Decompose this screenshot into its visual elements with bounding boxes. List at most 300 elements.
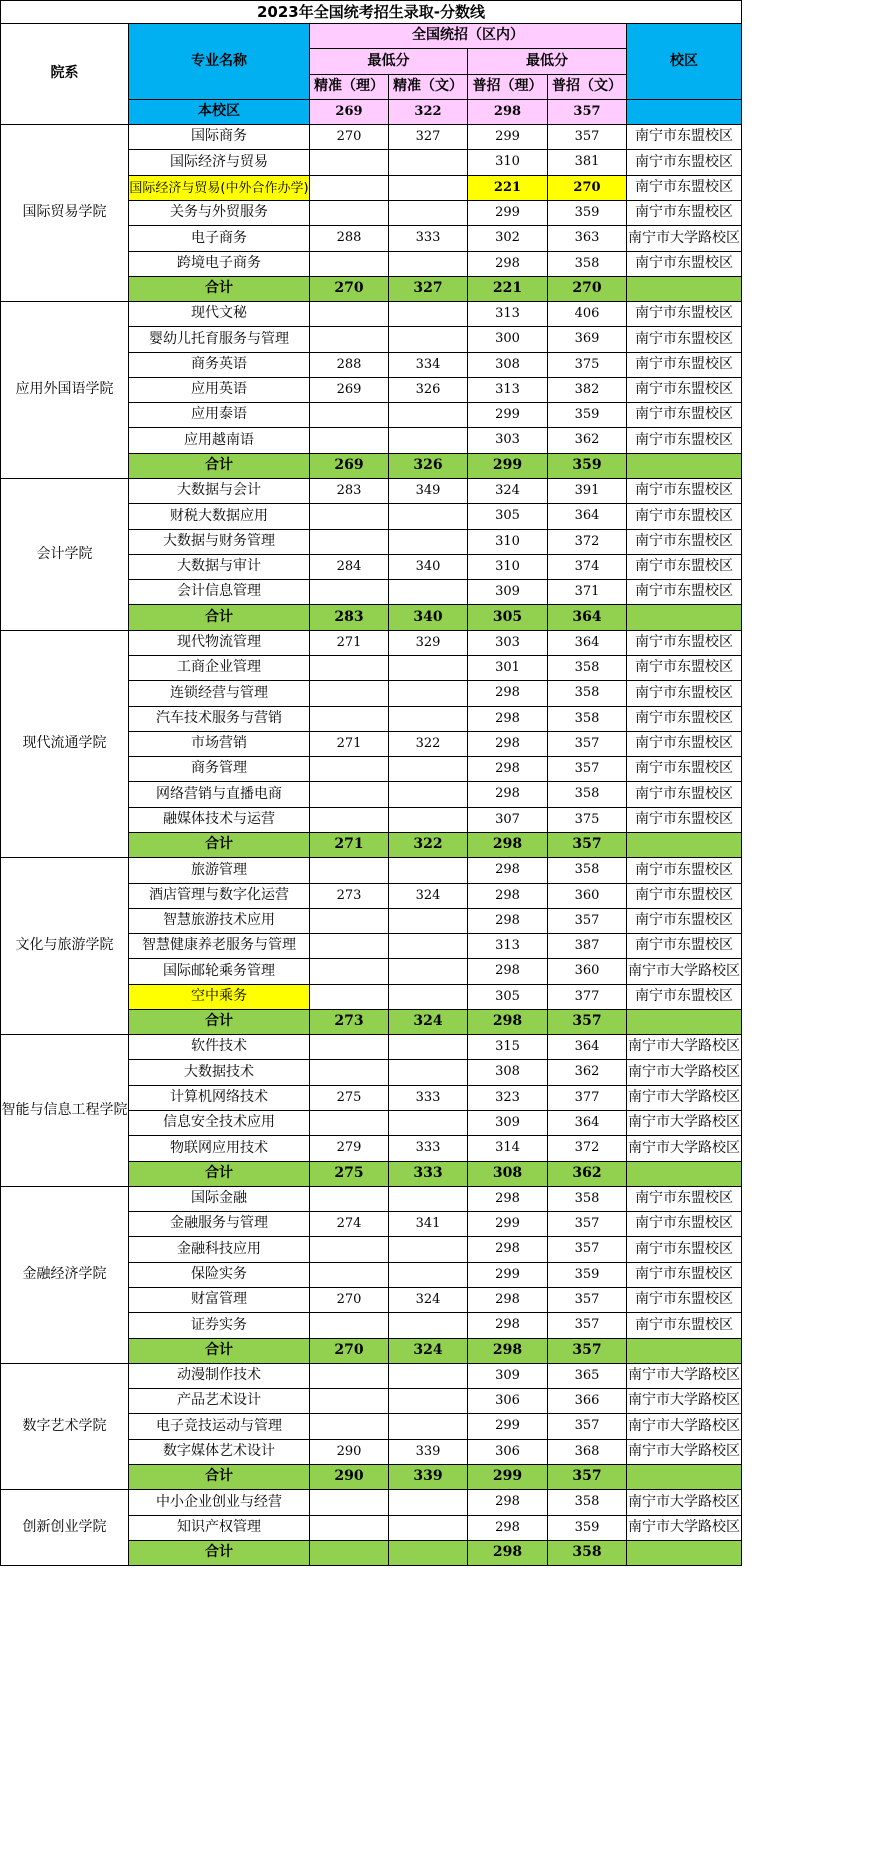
major-name: 空中乘务 <box>129 985 310 1010</box>
score-cell: 298 <box>468 681 548 707</box>
major-name: 国际邮轮乘务管理 <box>129 959 310 985</box>
score-cell: 341 <box>389 1212 468 1237</box>
major-name: 商务英语 <box>129 353 310 378</box>
score-cell: 333 <box>389 1136 468 1162</box>
major-name: 智慧健康养老服务与管理 <box>129 934 310 959</box>
major-name: 酒店管理与数字化运营 <box>129 884 310 909</box>
score-cell: 298 <box>468 732 548 757</box>
major-name: 数字媒体艺术设计 <box>129 1440 310 1465</box>
sum-value: 283 <box>310 605 389 631</box>
campus-cell: 南宁市东盟校区 <box>627 125 742 150</box>
score-cell: 374 <box>548 555 627 580</box>
score-cell <box>310 530 389 555</box>
score-cell: 298 <box>468 252 548 277</box>
major-name: 保险实务 <box>129 1263 310 1288</box>
score-cell: 313 <box>468 934 548 959</box>
sum-label: 合计 <box>129 1162 310 1187</box>
score-cell: 298 <box>468 707 548 732</box>
score-cell: 329 <box>389 631 468 656</box>
table-title: 2023年全国统考招生录取-分数线 <box>0 0 742 24</box>
score-cell: 366 <box>548 1389 627 1414</box>
score-cell: 357 <box>548 1237 627 1263</box>
score-cell: 290 <box>310 1440 389 1465</box>
campus-cell: 南宁市东盟校区 <box>627 504 742 530</box>
score-cell: 357 <box>548 1212 627 1237</box>
sum-value: 299 <box>468 454 548 479</box>
score-cell: 310 <box>468 150 548 176</box>
major-name: 国际经济与贸易 <box>129 150 310 176</box>
score-cell: 303 <box>468 631 548 656</box>
score-cell <box>310 1313 389 1339</box>
score-cell: 357 <box>548 1288 627 1313</box>
score-cell: 313 <box>468 378 548 403</box>
school-line-campus <box>627 100 742 125</box>
score-cell: 269 <box>310 378 389 403</box>
score-cell <box>389 1414 468 1440</box>
score-cell: 375 <box>548 808 627 833</box>
department-name: 现代流通学院 <box>0 631 129 858</box>
score-cell: 358 <box>548 1490 627 1516</box>
sum-label: 合计 <box>129 605 310 631</box>
major-name: 跨境电子商务 <box>129 252 310 277</box>
sum-value: 298 <box>468 1339 548 1364</box>
score-cell: 298 <box>468 757 548 782</box>
score-cell <box>310 201 389 226</box>
score-cell <box>310 580 389 605</box>
header-nationwide: 全国统招（区内） <box>310 24 627 49</box>
major-name: 金融科技应用 <box>129 1237 310 1263</box>
score-cell: 358 <box>548 782 627 808</box>
campus-cell: 南宁市大学路校区 <box>627 1364 742 1389</box>
sum-campus <box>627 1162 742 1187</box>
sum-value: 275 <box>310 1162 389 1187</box>
campus-cell: 南宁市东盟校区 <box>627 176 742 201</box>
campus-cell: 南宁市东盟校区 <box>627 1263 742 1288</box>
score-cell: 309 <box>468 580 548 605</box>
campus-cell: 南宁市东盟校区 <box>627 479 742 504</box>
score-cell <box>389 150 468 176</box>
score-cell: 363 <box>548 226 627 252</box>
sum-value: 364 <box>548 605 627 631</box>
sum-campus <box>627 1465 742 1490</box>
score-cell <box>310 1389 389 1414</box>
sum-value: 270 <box>310 277 389 302</box>
sum-value: 290 <box>310 1465 389 1490</box>
campus-cell: 南宁市东盟校区 <box>627 252 742 277</box>
score-cell <box>389 959 468 985</box>
major-name: 物联网应用技术 <box>129 1136 310 1162</box>
campus-cell: 南宁市东盟校区 <box>627 631 742 656</box>
sum-value: 357 <box>548 1010 627 1035</box>
score-cell: 357 <box>548 757 627 782</box>
score-cell: 326 <box>389 378 468 403</box>
score-cell: 305 <box>468 985 548 1010</box>
major-name: 商务管理 <box>129 757 310 782</box>
score-cell: 324 <box>468 479 548 504</box>
header-col-3: 普招（理） <box>468 75 548 100</box>
major-name: 工商企业管理 <box>129 656 310 681</box>
score-cell: 299 <box>468 125 548 150</box>
score-cell: 377 <box>548 1086 627 1111</box>
header-col-1: 精准（理） <box>310 75 389 100</box>
major-name: 市场营销 <box>129 732 310 757</box>
score-cell <box>310 1516 389 1541</box>
score-cell: 288 <box>310 353 389 378</box>
score-cell <box>389 808 468 833</box>
sum-campus <box>627 1541 742 1566</box>
sum-value: 270 <box>310 1339 389 1364</box>
score-cell: 324 <box>389 1288 468 1313</box>
header-dept: 院系 <box>0 24 129 125</box>
score-cell <box>389 909 468 934</box>
campus-cell: 南宁市东盟校区 <box>627 808 742 833</box>
major-name: 应用英语 <box>129 378 310 403</box>
score-cell: 288 <box>310 226 389 252</box>
score-cell: 333 <box>389 226 468 252</box>
major-name: 动漫制作技术 <box>129 1364 310 1389</box>
sum-value: 269 <box>310 454 389 479</box>
score-cell <box>310 681 389 707</box>
score-cell <box>389 757 468 782</box>
score-cell: 303 <box>468 428 548 454</box>
campus-cell: 南宁市东盟校区 <box>627 858 742 884</box>
campus-cell: 南宁市东盟校区 <box>627 782 742 808</box>
score-cell: 298 <box>468 1237 548 1263</box>
score-cell: 323 <box>468 1086 548 1111</box>
score-cell: 360 <box>548 884 627 909</box>
campus-cell: 南宁市东盟校区 <box>627 302 742 327</box>
campus-cell: 南宁市东盟校区 <box>627 378 742 403</box>
sum-value: 326 <box>389 454 468 479</box>
score-cell <box>310 504 389 530</box>
score-cell: 279 <box>310 1136 389 1162</box>
major-name: 现代物流管理 <box>129 631 310 656</box>
campus-cell: 南宁市东盟校区 <box>627 1313 742 1339</box>
major-name: 应用泰语 <box>129 403 310 428</box>
score-cell: 298 <box>468 858 548 884</box>
major-name: 大数据技术 <box>129 1060 310 1086</box>
score-cell: 271 <box>310 631 389 656</box>
score-cell: 314 <box>468 1136 548 1162</box>
score-cell <box>389 1364 468 1389</box>
sum-value: 305 <box>468 605 548 631</box>
score-cell: 298 <box>468 909 548 934</box>
score-cell: 302 <box>468 226 548 252</box>
score-cell: 299 <box>468 1263 548 1288</box>
major-name: 网络营销与直播电商 <box>129 782 310 808</box>
score-cell: 299 <box>468 403 548 428</box>
major-name: 软件技术 <box>129 1035 310 1060</box>
campus-cell: 南宁市东盟校区 <box>627 353 742 378</box>
score-cell: 362 <box>548 428 627 454</box>
score-cell: 357 <box>548 1313 627 1339</box>
score-cell <box>389 530 468 555</box>
sum-value: 333 <box>389 1162 468 1187</box>
score-cell <box>310 176 389 201</box>
major-name: 证券实务 <box>129 1313 310 1339</box>
score-cell: 334 <box>389 353 468 378</box>
score-cell: 368 <box>548 1440 627 1465</box>
score-cell <box>310 150 389 176</box>
campus-cell: 南宁市东盟校区 <box>627 934 742 959</box>
sum-value: 271 <box>310 833 389 858</box>
campus-cell: 南宁市大学路校区 <box>627 1086 742 1111</box>
sum-label: 合计 <box>129 1010 310 1035</box>
score-cell: 357 <box>548 909 627 934</box>
major-name: 汽车技术服务与营销 <box>129 707 310 732</box>
major-name: 财富管理 <box>129 1288 310 1313</box>
score-cell <box>310 1035 389 1060</box>
header-major: 专业名称 <box>129 24 310 100</box>
score-cell <box>310 934 389 959</box>
score-cell: 372 <box>548 530 627 555</box>
campus-cell: 南宁市东盟校区 <box>627 555 742 580</box>
score-cell: 271 <box>310 732 389 757</box>
sum-campus <box>627 605 742 631</box>
score-cell: 364 <box>548 631 627 656</box>
score-cell <box>310 1263 389 1288</box>
score-cell: 364 <box>548 504 627 530</box>
campus-cell: 南宁市大学路校区 <box>627 1414 742 1440</box>
score-cell: 322 <box>389 732 468 757</box>
header-col-4: 普招（文） <box>548 75 627 100</box>
score-cell: 298 <box>468 1516 548 1541</box>
campus-cell: 南宁市东盟校区 <box>627 732 742 757</box>
campus-cell: 南宁市东盟校区 <box>627 1288 742 1313</box>
campus-cell: 南宁市大学路校区 <box>627 1490 742 1516</box>
score-cell: 360 <box>548 959 627 985</box>
score-cell <box>389 252 468 277</box>
score-cell: 300 <box>468 327 548 353</box>
sum-value: 221 <box>468 277 548 302</box>
score-cell <box>389 403 468 428</box>
campus-cell: 南宁市大学路校区 <box>627 959 742 985</box>
score-cell <box>389 1263 468 1288</box>
score-cell <box>310 985 389 1010</box>
score-cell: 313 <box>468 302 548 327</box>
score-cell: 349 <box>389 479 468 504</box>
score-cell <box>389 858 468 884</box>
campus-cell: 南宁市大学路校区 <box>627 1136 742 1162</box>
campus-cell: 南宁市大学路校区 <box>627 1060 742 1086</box>
major-name: 婴幼儿托育服务与管理 <box>129 327 310 353</box>
score-cell: 364 <box>548 1035 627 1060</box>
sum-value: 299 <box>468 1465 548 1490</box>
campus-cell: 南宁市东盟校区 <box>627 403 742 428</box>
major-name: 现代文秘 <box>129 302 310 327</box>
score-cell <box>389 1313 468 1339</box>
department-name: 智能与信息工程学院 <box>0 1035 129 1187</box>
score-cell <box>389 580 468 605</box>
score-cell: 284 <box>310 555 389 580</box>
major-name: 产品艺术设计 <box>129 1389 310 1414</box>
score-cell: 357 <box>548 1414 627 1440</box>
score-cell: 299 <box>468 1212 548 1237</box>
campus-cell: 南宁市东盟校区 <box>627 327 742 353</box>
header-campus: 校区 <box>627 24 742 100</box>
score-cell: 377 <box>548 985 627 1010</box>
campus-cell: 南宁市东盟校区 <box>627 757 742 782</box>
campus-cell: 南宁市东盟校区 <box>627 985 742 1010</box>
major-name: 大数据与财务管理 <box>129 530 310 555</box>
score-cell <box>310 1490 389 1516</box>
score-cell <box>389 681 468 707</box>
score-cell <box>389 656 468 681</box>
sum-value: 324 <box>389 1339 468 1364</box>
score-cell: 298 <box>468 959 548 985</box>
sum-value: 308 <box>468 1162 548 1187</box>
score-cell: 358 <box>548 707 627 732</box>
major-name: 知识产权管理 <box>129 1516 310 1541</box>
score-cell: 359 <box>548 1263 627 1288</box>
score-cell: 358 <box>548 656 627 681</box>
score-cell: 369 <box>548 327 627 353</box>
score-cell <box>310 757 389 782</box>
score-cell <box>389 1111 468 1136</box>
major-name: 中小企业创业与经营 <box>129 1490 310 1516</box>
campus-cell: 南宁市东盟校区 <box>627 1212 742 1237</box>
campus-cell: 南宁市大学路校区 <box>627 226 742 252</box>
department-name: 数字艺术学院 <box>0 1364 129 1490</box>
score-cell <box>389 1237 468 1263</box>
score-cell: 305 <box>468 504 548 530</box>
score-cell: 273 <box>310 884 389 909</box>
department-name: 文化与旅游学院 <box>0 858 129 1035</box>
score-cell <box>310 252 389 277</box>
score-cell <box>389 1187 468 1212</box>
major-name: 智慧旅游技术应用 <box>129 909 310 934</box>
score-cell <box>310 656 389 681</box>
score-cell <box>310 428 389 454</box>
header-min-score-2: 最低分 <box>468 49 627 75</box>
campus-cell: 南宁市东盟校区 <box>627 1237 742 1263</box>
sum-value: 327 <box>389 277 468 302</box>
department-name: 金融经济学院 <box>0 1187 129 1364</box>
score-cell <box>310 1237 389 1263</box>
score-cell <box>310 808 389 833</box>
school-line-value: 298 <box>468 100 548 125</box>
campus-cell: 南宁市大学路校区 <box>627 1440 742 1465</box>
score-cell <box>389 985 468 1010</box>
score-cell: 298 <box>468 884 548 909</box>
campus-cell: 南宁市大学路校区 <box>627 1111 742 1136</box>
department-name: 会计学院 <box>0 479 129 631</box>
sum-label: 合计 <box>129 833 310 858</box>
major-name: 关务与外贸服务 <box>129 201 310 226</box>
score-cell: 359 <box>548 1516 627 1541</box>
score-cell: 382 <box>548 378 627 403</box>
score-cell <box>310 1187 389 1212</box>
score-cell: 358 <box>548 252 627 277</box>
school-line-value: 269 <box>310 100 389 125</box>
score-cell: 310 <box>468 530 548 555</box>
score-cell: 359 <box>548 403 627 428</box>
sum-value: 273 <box>310 1010 389 1035</box>
campus-cell: 南宁市东盟校区 <box>627 580 742 605</box>
score-cell: 324 <box>389 884 468 909</box>
score-cell: 270 <box>310 1288 389 1313</box>
score-cell: 365 <box>548 1364 627 1389</box>
score-cell: 299 <box>468 201 548 226</box>
department-name: 创新创业学院 <box>0 1490 129 1566</box>
school-line-value: 322 <box>389 100 468 125</box>
campus-cell: 南宁市东盟校区 <box>627 707 742 732</box>
campus-cell: 南宁市东盟校区 <box>627 201 742 226</box>
sum-value: 357 <box>548 1339 627 1364</box>
school-line-value: 357 <box>548 100 627 125</box>
score-cell: 307 <box>468 808 548 833</box>
score-cell: 358 <box>548 1187 627 1212</box>
sum-value: 322 <box>389 833 468 858</box>
campus-cell: 南宁市大学路校区 <box>627 1389 742 1414</box>
sum-value: 298 <box>468 1541 548 1566</box>
score-cell: 221 <box>468 176 548 201</box>
score-cell <box>389 327 468 353</box>
sum-campus <box>627 1339 742 1364</box>
sum-label: 合计 <box>129 1541 310 1566</box>
score-cell <box>389 201 468 226</box>
campus-cell: 南宁市东盟校区 <box>627 428 742 454</box>
score-cell <box>310 1414 389 1440</box>
score-cell <box>389 1490 468 1516</box>
sum-value: 270 <box>548 277 627 302</box>
score-cell: 359 <box>548 201 627 226</box>
score-cell <box>310 327 389 353</box>
sum-label: 合计 <box>129 454 310 479</box>
score-cell: 309 <box>468 1111 548 1136</box>
score-cell <box>310 1364 389 1389</box>
score-cell: 372 <box>548 1136 627 1162</box>
sum-value: 359 <box>548 454 627 479</box>
sum-label: 合计 <box>129 277 310 302</box>
campus-cell: 南宁市东盟校区 <box>627 150 742 176</box>
department-name: 国际贸易学院 <box>0 125 129 302</box>
score-cell: 298 <box>468 1490 548 1516</box>
score-cell <box>389 1035 468 1060</box>
score-cell <box>310 959 389 985</box>
sum-campus <box>627 277 742 302</box>
score-cell: 309 <box>468 1364 548 1389</box>
score-cell: 357 <box>548 732 627 757</box>
score-cell: 391 <box>548 479 627 504</box>
score-cell: 381 <box>548 150 627 176</box>
major-name: 电子商务 <box>129 226 310 252</box>
sum-campus <box>627 833 742 858</box>
sum-value: 324 <box>389 1010 468 1035</box>
score-cell: 306 <box>468 1389 548 1414</box>
sum-value <box>310 1541 389 1566</box>
score-cell <box>310 707 389 732</box>
score-cell <box>389 1060 468 1086</box>
score-cell: 357 <box>548 125 627 150</box>
score-cell <box>310 302 389 327</box>
major-name: 国际金融 <box>129 1187 310 1212</box>
major-name: 财税大数据应用 <box>129 504 310 530</box>
score-cell <box>310 1111 389 1136</box>
sum-campus <box>627 1010 742 1035</box>
sum-value: 298 <box>468 833 548 858</box>
major-name: 信息安全技术应用 <box>129 1111 310 1136</box>
score-cell: 275 <box>310 1086 389 1111</box>
score-cell <box>389 707 468 732</box>
score-cell <box>389 504 468 530</box>
major-name: 国际商务 <box>129 125 310 150</box>
score-cell: 298 <box>468 1313 548 1339</box>
score-cell <box>389 1516 468 1541</box>
score-cell: 340 <box>389 555 468 580</box>
score-cell: 299 <box>468 1414 548 1440</box>
score-cell <box>310 858 389 884</box>
